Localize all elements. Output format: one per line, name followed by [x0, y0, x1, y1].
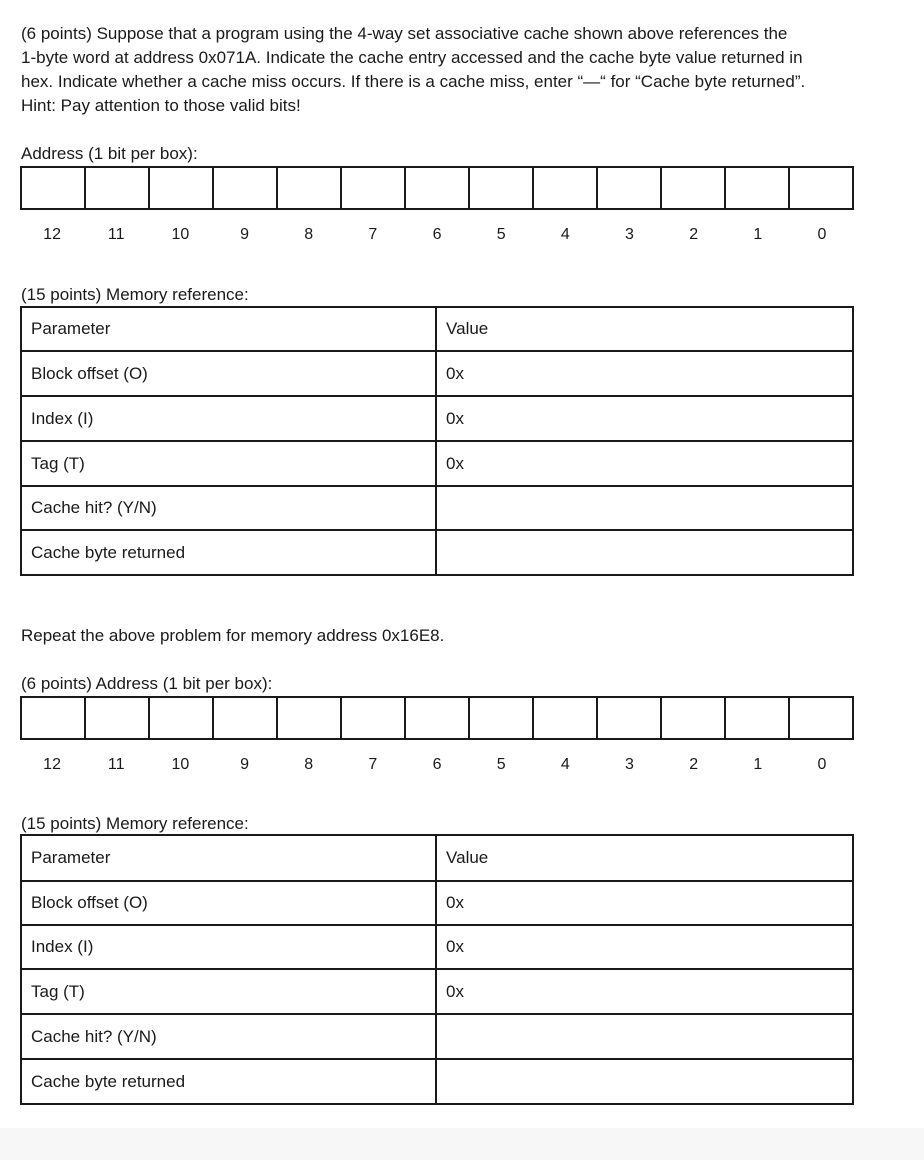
- value-input-cell[interactable]: [436, 1059, 853, 1104]
- bit-input-box[interactable]: [278, 168, 342, 208]
- bit-number: 9: [240, 226, 249, 243]
- repeat-instruction: Repeat the above problem for memory address 0x16E8.: [21, 626, 445, 645]
- bit-input-box[interactable]: [470, 698, 534, 738]
- bit-number: 10: [171, 756, 190, 773]
- bit-input-box[interactable]: [278, 698, 342, 738]
- bit-number: 0: [817, 756, 827, 773]
- memory-reference-table-2: [20, 834, 854, 1105]
- parameter-cell: Cache byte returned: [21, 530, 436, 575]
- bit-number: 3: [625, 226, 634, 243]
- value-input-cell[interactable]: [436, 486, 853, 530]
- bit-input-box[interactable]: [790, 698, 852, 738]
- problem-statement-line: Hint: Pay attention to those valid bits!: [21, 96, 301, 115]
- bit-input-box[interactable]: [726, 698, 790, 738]
- problem-statement-line: hex. Indicate whether a cache miss occurs. If there is a cache miss, enter “—“ for “Cache byte returned”.: [21, 72, 806, 91]
- table-row: [21, 396, 853, 441]
- parameter-cell: Cache byte returned: [21, 1059, 436, 1104]
- table-header-row: [21, 307, 853, 351]
- parameter-cell: Block offset (O): [21, 351, 436, 396]
- bit-number: 11: [107, 756, 125, 773]
- bit-number: 4: [560, 226, 570, 243]
- address-label-1: Address (1 bit per box):: [21, 144, 198, 163]
- bit-number: 10: [171, 226, 190, 243]
- table-row: [21, 925, 853, 969]
- bit-number: 12: [43, 226, 61, 243]
- column-header-parameter: Parameter: [21, 307, 436, 351]
- bit-input-box[interactable]: [726, 168, 790, 208]
- value-input-cell[interactable]: 0x: [436, 396, 853, 441]
- bit-number: 6: [432, 226, 442, 243]
- column-header-value: Value: [436, 307, 853, 351]
- bit-number: 5: [496, 226, 506, 243]
- table-row: [21, 441, 853, 486]
- value-input-cell[interactable]: 0x: [436, 925, 853, 969]
- bit-number: 8: [304, 756, 314, 773]
- bit-number-row-2: [20, 755, 854, 775]
- value-input-cell[interactable]: 0x: [436, 969, 853, 1014]
- address-bit-boxes-2: [20, 696, 854, 740]
- parameter-cell: Block offset (O): [21, 881, 436, 925]
- bit-number: 1: [753, 226, 763, 243]
- bit-input-box[interactable]: [598, 698, 662, 738]
- parameter-cell: Cache hit? (Y/N): [21, 486, 436, 530]
- memory-reference-label-1: (15 points) Memory reference:: [21, 285, 249, 304]
- address-label-2: (6 points) Address (1 bit per box):: [21, 674, 273, 693]
- bit-input-box[interactable]: [150, 698, 214, 738]
- bit-number: 5: [496, 756, 506, 773]
- bit-number: 8: [304, 226, 314, 243]
- bit-input-box[interactable]: [214, 698, 278, 738]
- bit-input-box[interactable]: [662, 698, 726, 738]
- bit-input-box[interactable]: [214, 168, 278, 208]
- table-row: [21, 1059, 853, 1104]
- bit-number: 2: [689, 226, 699, 243]
- bit-input-box[interactable]: [342, 168, 406, 208]
- bit-number: 11: [107, 226, 125, 243]
- problem-statement-line: (6 points) Suppose that a program using the 4-way set associative cache shown above references the: [21, 24, 788, 43]
- bit-input-box[interactable]: [406, 698, 470, 738]
- value-input-cell[interactable]: [436, 530, 853, 575]
- memory-reference-label-2: (15 points) Memory reference:: [21, 814, 249, 833]
- bit-input-box[interactable]: [598, 168, 662, 208]
- table-row: [21, 1014, 853, 1059]
- bit-input-box[interactable]: [22, 698, 86, 738]
- bit-number: 1: [753, 756, 763, 773]
- bit-input-box[interactable]: [790, 168, 852, 208]
- bit-number: 9: [240, 756, 249, 773]
- parameter-cell: Cache hit? (Y/N): [21, 1014, 436, 1059]
- bit-number: 7: [368, 226, 378, 243]
- bit-number: 12: [43, 756, 61, 773]
- value-input-cell[interactable]: 0x: [436, 351, 853, 396]
- bit-number-row-1: [20, 225, 854, 245]
- problem-statement: [21, 22, 881, 118]
- bit-number: 2: [689, 756, 699, 773]
- problem-statement-line: 1-byte word at address 0x071A. Indicate the cache entry accessed and the cache byte value returned in: [21, 48, 803, 67]
- bit-input-box[interactable]: [342, 698, 406, 738]
- bit-input-box[interactable]: [86, 168, 150, 208]
- table-row: [21, 530, 853, 575]
- table-row: [21, 969, 853, 1014]
- parameter-cell: Index (I): [21, 396, 436, 441]
- address-bit-boxes-1: [20, 166, 854, 210]
- page-bottom-band: [0, 1128, 924, 1160]
- bit-input-box[interactable]: [150, 168, 214, 208]
- value-input-cell[interactable]: 0x: [436, 881, 853, 925]
- table-row: [21, 351, 853, 396]
- parameter-cell: Index (I): [21, 925, 436, 969]
- bit-input-box[interactable]: [406, 168, 470, 208]
- bit-input-box[interactable]: [470, 168, 534, 208]
- column-header-value: Value: [436, 835, 853, 881]
- bit-input-box[interactable]: [534, 698, 598, 738]
- table-header-row: [21, 835, 853, 881]
- value-input-cell[interactable]: 0x: [436, 441, 853, 486]
- bit-input-box[interactable]: [22, 168, 86, 208]
- memory-reference-table-1: [20, 306, 854, 576]
- column-header-parameter: Parameter: [21, 835, 436, 881]
- bit-number: 6: [432, 756, 442, 773]
- table-row: [21, 486, 853, 530]
- bit-number: 4: [560, 756, 570, 773]
- value-input-cell[interactable]: [436, 1014, 853, 1059]
- bit-input-box[interactable]: [86, 698, 150, 738]
- bit-input-box[interactable]: [662, 168, 726, 208]
- parameter-cell: Tag (T): [21, 441, 436, 486]
- table-row: [21, 881, 853, 925]
- bit-number: 3: [625, 756, 634, 773]
- bit-input-box[interactable]: [534, 168, 598, 208]
- bit-number: 7: [368, 756, 378, 773]
- parameter-cell: Tag (T): [21, 969, 436, 1014]
- bit-number: 0: [817, 226, 827, 243]
